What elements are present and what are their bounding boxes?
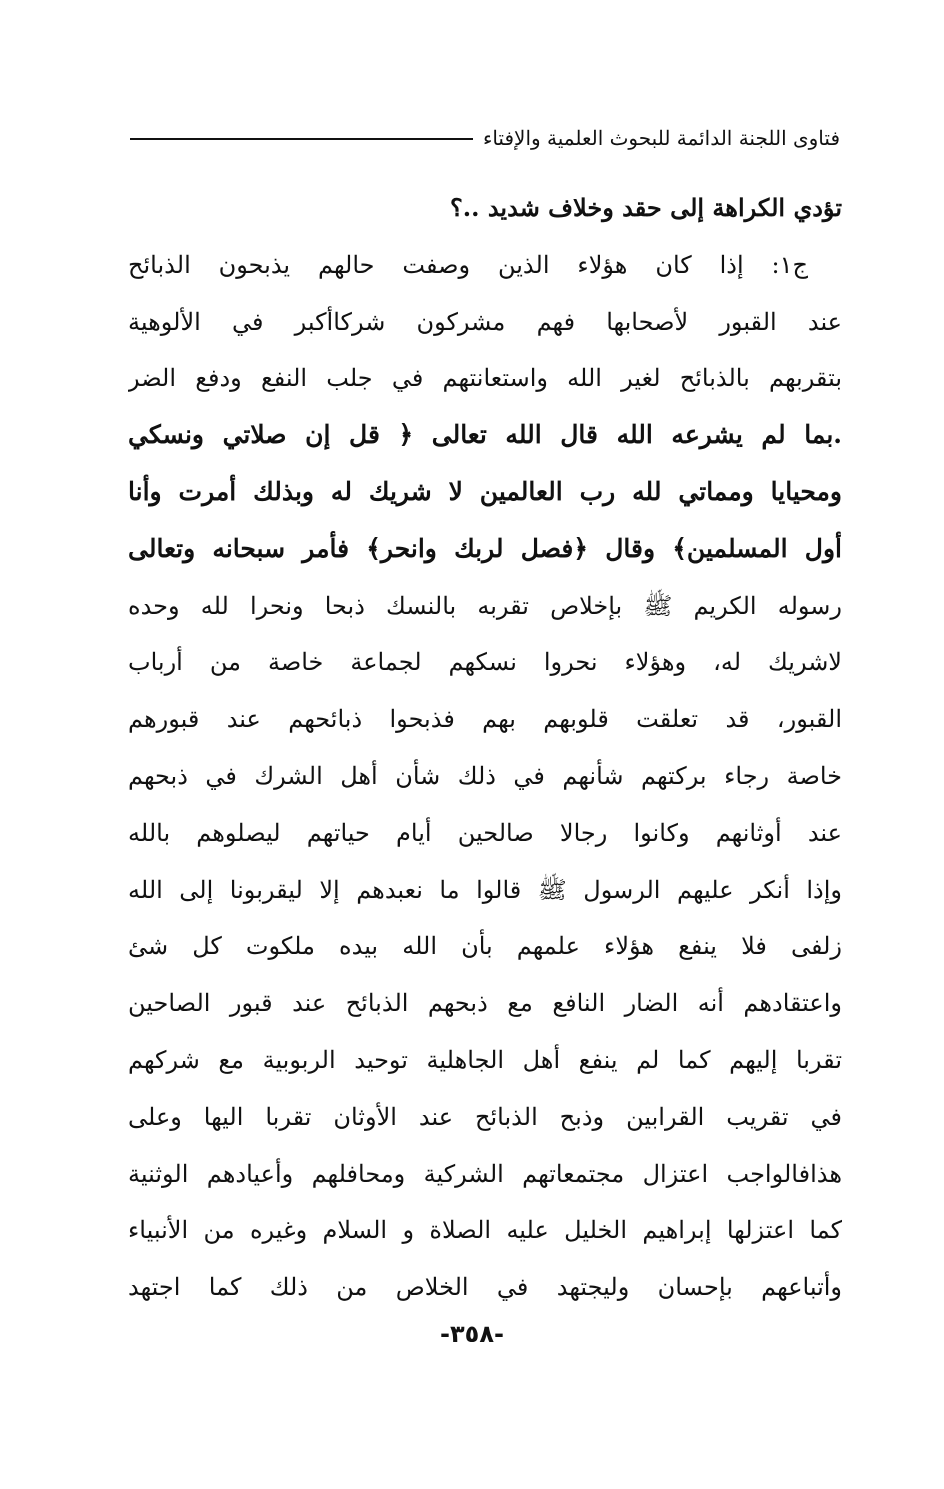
text-line: عند أوثانهم وكانوا رجالا صالحين أيام حياتهم ليصلوهم بالله [128, 818, 842, 847]
text-line: بتقربهم بالذبائح لغير الله واستعانتهم في جلب النفع ودفع الضر [128, 364, 842, 393]
fatwa-text-block [128, 180, 842, 1316]
page-number: -٣٥٨- [440, 1320, 504, 1348]
text-line: واعتقادهم أنه الضار النافع مع ذبحهم الذبائح عند قبور الصاحين [128, 989, 842, 1018]
text-line: لاشريك له، وهؤلاء نحروا نسكهم لجماعة خاصة من أرباب [128, 648, 842, 677]
header-rule [130, 138, 473, 140]
text-line: عند القبور لأصحابها فهم مشركون شركاأكبر في الألوهية [128, 307, 842, 336]
quran-quote-line: .بما لم يشرعه الله قال الله تعالى ﴿ قل إن صلاتي ونسكي [128, 420, 842, 450]
text-line: خاصة رجاء بركتهم شأنهم في ذلك شأن أهل الشرك في ذبحهم [128, 761, 842, 790]
text-line: هذافالواجب اعتزال مجتمعاتهم الشركية ومحافلهم وأعيادهم الوثنية [128, 1159, 842, 1188]
text-line: وأتباعهم بإحسان وليجتهد في الخلاص من ذلك كما اجتهد [128, 1273, 842, 1302]
quran-quote-line: أول المسلمين﴾ وقال ﴿فصل لربك وانحر﴾ فأمر سبحانه وتعالى [128, 533, 842, 563]
text-line: وإذا أنكر عليهم الرسول ﷺ قالوا ما نعبدهم إلا ليقربونا إلى الله [128, 875, 842, 904]
text-line: كما اعتزلها إبراهيم الخليل عليه الصلاة و السلام وغيره من الأنبياء [128, 1216, 842, 1245]
text-line: تقربا إليهم كما لم ينفع أهل الجاهلية توحيد الربوبية مع شركهم [128, 1045, 842, 1074]
running-header-title: فتاوى اللجنة الدائمة للبحوث العلمية والإفتاء [482, 126, 840, 150]
answer-opening-line: ج١: إذا كان هؤلاء الذين وصفت حالهم يذبحون الذبائح [128, 250, 808, 279]
question-closing-line: تؤدي الكراهة إلى حقد وخلاف شديد ..؟ [450, 193, 842, 222]
text-line: القبور، قد تعلقت قلوبهم بهم فذبحوا ذبائحهم عند قبورهم [128, 705, 842, 734]
text-line: في تقريب القرابين وذبح الذبائح عند الأوثان تقربا اليها وعلى [128, 1102, 842, 1131]
running-header [130, 118, 840, 158]
text-line: زلفى فلا ينفع هؤلاء علمهم بأن الله بيده ملكوت كل شئ [128, 932, 842, 961]
text-line: رسوله الكريم ﷺ بإخلاص تقربه بالنسك ذبحا ونحرا لله وحده [128, 591, 842, 620]
quran-quote-line: ومحيايا ومماتي لله رب العالمين لا شريك له وبذلك أمرت وأنا [128, 476, 842, 506]
